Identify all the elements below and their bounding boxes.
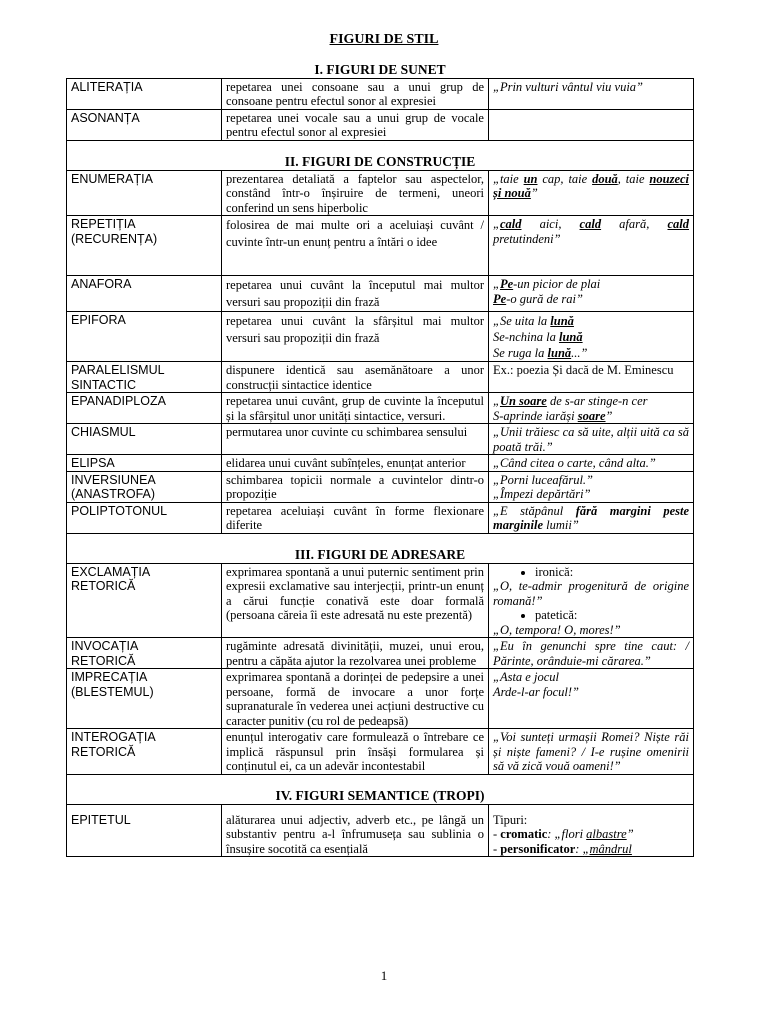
table-row [67,216,694,276]
figure-example: „cald aici, cald afară, cald pretutindeni” [489,216,694,276]
section-title: II. FIGURI DE CONSTRUCȚIE [67,140,694,170]
section-title: I. FIGURI DE SUNET [67,62,694,78]
bullet-item: • patetică: [535,608,689,623]
section-header-semantic [67,774,694,804]
figure-example: „Porni luceafărul.” „Împezi depărtări” [489,471,694,502]
page-title: FIGURI DE STIL [329,32,439,47]
figure-definition: exprimarea spontană a unui puternic sentiment prin expresii exclamative sau interjecții, printr-un enunț a cărui funcție conativă este doar formală (persoana căreia îi este adresată nu este prezentă) [222,563,489,638]
table-row [67,729,694,775]
figure-definition: exprimarea spontană a dorinței de pedepsire a unei persoane, formă de invocare a unor forțe supranaturale în vederea unei acțiuni destructive cu caracter punitiv (cu rol de pedeapsă) [222,669,489,729]
section-header-address [67,533,694,563]
figure-name: ENUMERAȚIA [67,170,222,216]
figure-example: „Prin vulturi vântul viu vuia” [489,78,694,109]
figure-definition: repetarea unui cuvânt la începutul mai multor versuri sau propoziții din frază [222,276,489,312]
figure-example: „Un soare de s-ar stinge-n cer S-aprinde iarăși soare” [489,393,694,424]
table-row [67,393,694,424]
figure-name: POLIPTOTONUL [67,502,222,533]
figure-example: „Asta e jocul Arde-l-ar focul!” [489,669,694,729]
table-row [67,471,694,502]
table-row [67,804,694,857]
figure-example: Tipuri: - cromatic: „flori albastre” - personificator: „mândrul [489,804,694,857]
table-row [67,362,694,393]
section-title: III. FIGURI DE ADRESARE [67,533,694,563]
figure-definition: permutarea unor cuvinte cu schimbarea sensului [222,424,489,455]
figure-definition: elidarea unui cuvânt subînțeles, enunțat anterior [222,455,489,472]
figure-definition: schimbarea topicii normale a cuvintelor dintr-o propoziție [222,471,489,502]
table-row [67,669,694,729]
figure-name: PARALELISMUL SINTACTIC [67,362,222,393]
table-row [67,78,694,109]
table-row [67,455,694,472]
figure-name: ANAFORA [67,276,222,312]
figure-example: „Voi sunteți urmașii Romei? Niște răi și niște fameni? / I-e rușine omenirii să vă zică vouă oameni!” [489,729,694,775]
figure-name: ASONANȚA [67,109,222,140]
figure-name: INVERSIUNEA (ANASTROFA) [67,471,222,502]
figure-name: ELIPSA [67,455,222,472]
figure-example: „E stăpânul fără margini peste marginile lumii” [489,502,694,533]
figure-example: „Pe-un picior de plai Pe-o gură de rai” [489,276,694,312]
table-row [67,170,694,216]
figure-definition: folosirea de mai multe ori a aceluiași cuvânt / cuvinte într-un enunț pentru a întări o idee [222,216,489,276]
figure-definition: repetarea unui cuvânt la sfârșitul mai multor versuri sau propoziții din frază [222,312,489,362]
figure-example: „Se uita la lună Se-nchina la lună Se ruga la lună...” [489,312,694,362]
figure-name: INVOCAȚIA RETORICĂ [67,638,222,669]
figure-name: IMPRECAȚIA (BLESTEMUL) [67,669,222,729]
figure-example [489,109,694,140]
figure-example: „Eu în genunchi spre tine caut: / Părinte, orânduie-mi cărarea.” [489,638,694,669]
figure-example: „Unii trăiesc ca să uite, alții uită ca să poată trăi.” [489,424,694,455]
figure-definition: alăturarea unui adjectiv, adverb etc., pe lângă un substantiv pentru a-l înfrumuseța sau sublinia o însușire socotită ca esențială [222,804,489,857]
table-row [67,638,694,669]
figure-definition: dispunere identică sau asemănătoare a unor construcții sintactice identice [222,362,489,393]
figures-table [66,62,694,857]
figure-name: EPIFORA [67,312,222,362]
figure-name: EPITETUL [67,804,222,857]
section-title: IV. FIGURI SEMANTICE (TROPI) [67,774,694,804]
table-row [67,109,694,140]
figure-name: REPETIȚIA (RECURENȚA) [67,216,222,276]
figure-definition: prezentarea detaliată a faptelor sau aspectelor, constând într-o înșiruire de termeni, uneori conferind un sens hiperbolic [222,170,489,216]
figure-definition: repetarea unui cuvânt, grup de cuvinte la începutul și la sfârșitul unor unități sintactice, versuri. [222,393,489,424]
figure-example: „Când citea o carte, când alta.” [489,455,694,472]
figure-name: EXCLAMAȚIA RETORICĂ [67,563,222,638]
figure-definition: repetarea unei vocale sau a unui grup de vocale pentru efectul sonor al expresiei [222,109,489,140]
figure-definition: repetarea aceluiași cuvânt în forme flexionare diferite [222,502,489,533]
table-row [67,312,694,362]
figure-name: ALITERAȚIA [67,78,222,109]
figure-definition: repetarea unei consoane sau a unui grup de consoane pentru efectul sonor al expresiei [222,78,489,109]
figure-name: EPANADIPLOZA [67,393,222,424]
bullet-item: • ironică: [535,565,689,580]
page-number: 1 [380,968,388,983]
figure-name: INTEROGAȚIA RETORICĂ [67,729,222,775]
table-row [67,563,694,638]
section-header-construction [67,140,694,170]
section-header-sound [67,62,694,78]
table-row [67,502,694,533]
table-row [67,276,694,312]
figure-definition: enunțul interogativ care formulează o întrebare ce implică răspunsul prin însăși formularea și conținutul ei, ca un adevăr incontestabil [222,729,489,775]
figure-example: „taie un cap, taie două, taie nouzeci și nouă” [489,170,694,216]
figure-example: Ex.: poezia Și dacă de M. Eminescu [489,362,694,393]
figure-name: CHIASMUL [67,424,222,455]
figure-example: • ironică: „O, te-admir progenitură de origine romană!” • patetică: „O, tempora! O, mores!” [489,563,694,638]
table-row [67,424,694,455]
figure-definition: rugăminte adresată divinității, muzei, unui erou, pentru a căpăta ajutor la rezolvarea unei probleme [222,638,489,669]
